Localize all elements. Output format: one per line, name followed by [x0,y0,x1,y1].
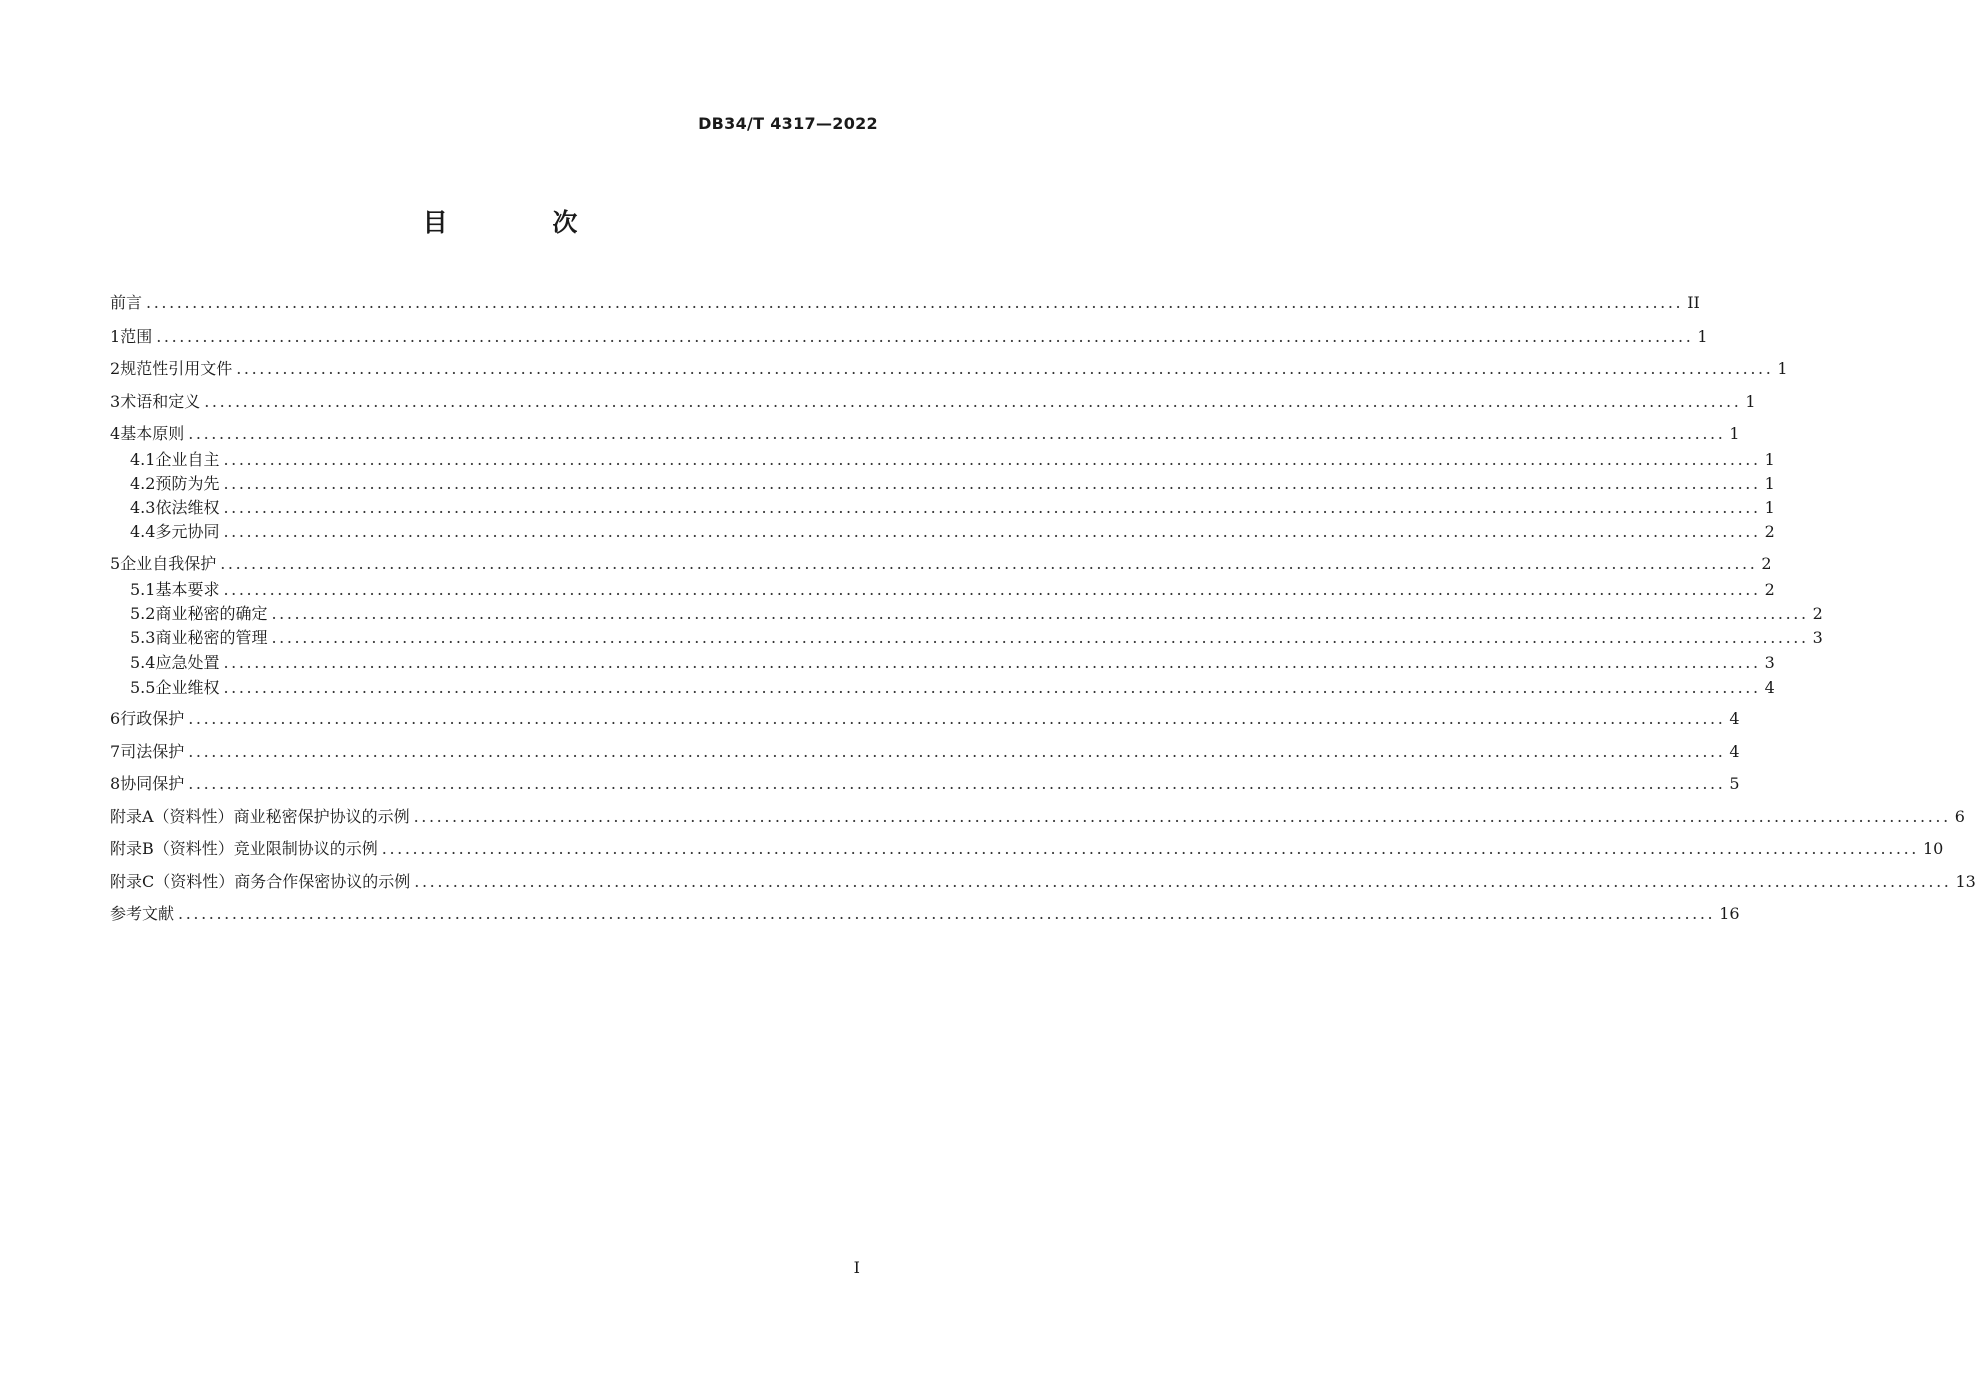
toc-entry-number: 附录A（资料性） [110,807,234,826]
toc-entry-label: 竞业限制协议的示例 [233,839,378,858]
toc-entry-label: 前言 [110,293,143,312]
toc-leader-dots: ........................................................................................................................................................................................................ [414,872,1952,891]
toc-entry-number: 4.2 [130,474,156,493]
toc-entry-label: 应急处置 [155,653,220,672]
toc-entry-page: 1 [1745,392,1756,411]
toc-leader-dots: ........................................................................................................................................................................................................ [178,904,1716,923]
toc-leader-dots: ........................................................................................................................................................................................................ [236,359,1774,378]
toc-entry-label: 参考文献 [110,904,175,923]
page-number: I [853,1258,860,1277]
toc-entry[interactable] [110,628,1823,648]
toc-entry[interactable] [110,293,1700,313]
toc-entry-page: 1 [1777,359,1788,378]
toc-entry-label: 商务合作保密协议的示例 [234,872,411,891]
toc-entry-label: 依法维权 [155,498,220,517]
toc-leader-dots: ........................................................................................................................................................................................................ [223,498,1761,517]
toc-entry-number: 4.1 [130,450,156,469]
toc-entry-page: 4 [1729,709,1740,728]
toc-entry-page: 1 [1764,474,1775,493]
toc-entry-label: 行政保护 [120,709,185,728]
toc-leader-dots: ........................................................................................................................................................................................................ [223,678,1761,697]
toc-entry-label: 商业秘密的管理 [155,628,268,647]
toc-entry[interactable] [110,774,1740,794]
toc-entry-number: 7 [110,742,121,761]
toc-entry[interactable] [110,653,1775,673]
toc-entry[interactable] [110,580,1775,600]
toc-leader-dots: ........................................................................................................................................................................................................ [223,653,1761,672]
toc-entry-page: 4 [1729,742,1740,761]
toc-leader-dots: ........................................................................................................................................................................................................ [271,604,1809,623]
toc-entry-page: 1 [1764,450,1775,469]
toc-entry-page: 10 [1922,839,1944,858]
toc-entry[interactable] [110,554,1772,574]
toc-entry-page: 6 [1954,807,1965,826]
document-code: DB34/T 4317—2022 [698,114,878,133]
toc-entry[interactable] [110,474,1775,494]
toc-entry-page: 1 [1729,424,1740,443]
toc-entry[interactable] [110,359,1788,379]
toc-entry-page: 16 [1719,904,1740,923]
toc-entry-number: 1 [110,327,121,346]
toc-entry-label: 商业秘密的确定 [155,604,268,623]
toc-entry-page: 1 [1764,498,1775,517]
toc-leader-dots: ........................................................................................................................................................................................................ [413,807,1951,826]
toc-leader-dots: ........................................................................................................................................................................................................ [188,742,1726,761]
toc-leader-dots: ........................................................................................................................................................................................................ [188,424,1726,443]
toc-leader-dots: ........................................................................................................................................................................................................ [204,392,1742,411]
toc-entry-page: 2 [1761,554,1772,573]
toc-entry-number: 5.1 [130,580,156,599]
toc-entry-number: 4 [110,424,121,443]
toc-leader-dots: ........................................................................................................................................................................................................ [381,839,1919,858]
toc-entry[interactable] [110,327,1708,347]
toc-entry-label: 司法保护 [120,742,185,761]
toc-leader-dots: ........................................................................................................................................................................................................ [188,774,1726,793]
toc-leader-dots: ........................................................................................................................................................................................................ [146,293,1684,312]
toc-entry-page: 2 [1764,522,1775,541]
toc-entry-page: 4 [1764,678,1775,697]
toc-entry[interactable] [110,904,1740,924]
toc-entry-number: 5.5 [130,678,156,697]
toc-entry[interactable] [110,424,1740,444]
toc-entry-label: 预防为先 [155,474,220,493]
toc-entry[interactable] [110,498,1775,518]
toc-entry-page: 2 [1812,604,1823,623]
toc-entry-label: 企业自主 [155,450,220,469]
toc-entry-number: 4.4 [130,522,156,541]
toc-leader-dots: ........................................................................................................................................................................................................ [223,580,1761,599]
toc-leader-dots: ........................................................................................................................................................................................................ [220,554,1758,573]
toc-entry-page: II [1687,293,1700,312]
toc-entry-label: 商业秘密保护协议的示例 [233,807,410,826]
toc-entry[interactable] [110,522,1775,542]
toc-entry[interactable] [110,872,1976,892]
toc-entry-number: 4.3 [130,498,156,517]
toc-entry-number: 5 [110,554,121,573]
toc-entry-number: 附录B（资料性） [110,839,234,858]
toc-entry-label: 企业自我保护 [120,554,217,573]
toc-entry[interactable] [110,392,1756,412]
toc-entry-number: 附录C（资料性） [110,872,235,891]
toc-entry[interactable] [110,709,1740,729]
toc-leader-dots: ........................................................................................................................................................................................................ [223,474,1761,493]
toc-entry-label: 企业维权 [155,678,220,697]
toc-entry-page: 3 [1812,628,1823,647]
toc-leader-dots: ........................................................................................................................................................................................................ [188,709,1726,728]
toc-entry-label: 基本要求 [155,580,220,599]
toc-entry[interactable] [110,742,1740,762]
toc-entry-number: 2 [110,359,121,378]
toc-entry-number: 6 [110,709,121,728]
toc-entry-label: 规范性引用文件 [120,359,233,378]
toc-entry-label: 多元协同 [155,522,220,541]
toc-entry-label: 范围 [120,327,153,346]
toc-entry-number: 8 [110,774,121,793]
toc-entry-number: 5.4 [130,653,156,672]
toc-title: 目 次 [422,208,626,237]
toc-entry-label: 协同保护 [120,774,185,793]
toc-leader-dots: ........................................................................................................................................................................................................ [156,327,1694,346]
toc-entry-number: 5.3 [130,628,156,647]
toc-leader-dots: ........................................................................................................................................................................................................ [223,522,1761,541]
toc-entry[interactable] [110,604,1823,624]
toc-leader-dots: ........................................................................................................................................................................................................ [271,628,1809,647]
toc-entry[interactable] [110,807,1965,827]
toc-entry-label: 基本原则 [120,424,185,443]
toc-entry-page: 13 [1955,872,1976,891]
toc-entry-number: 5.2 [130,604,156,623]
toc-entry[interactable] [110,450,1775,470]
toc-entry-number: 3 [110,392,121,411]
toc-entry-label: 术语和定义 [120,392,201,411]
toc-entry-page: 2 [1764,580,1775,599]
toc-entry-page: 1 [1697,327,1708,346]
toc-entry-page: 5 [1729,774,1740,793]
toc-leader-dots: ........................................................................................................................................................................................................ [223,450,1761,469]
toc-entry-page: 3 [1764,653,1775,672]
toc-entry[interactable] [110,678,1775,698]
toc-entry[interactable] [110,839,1944,859]
